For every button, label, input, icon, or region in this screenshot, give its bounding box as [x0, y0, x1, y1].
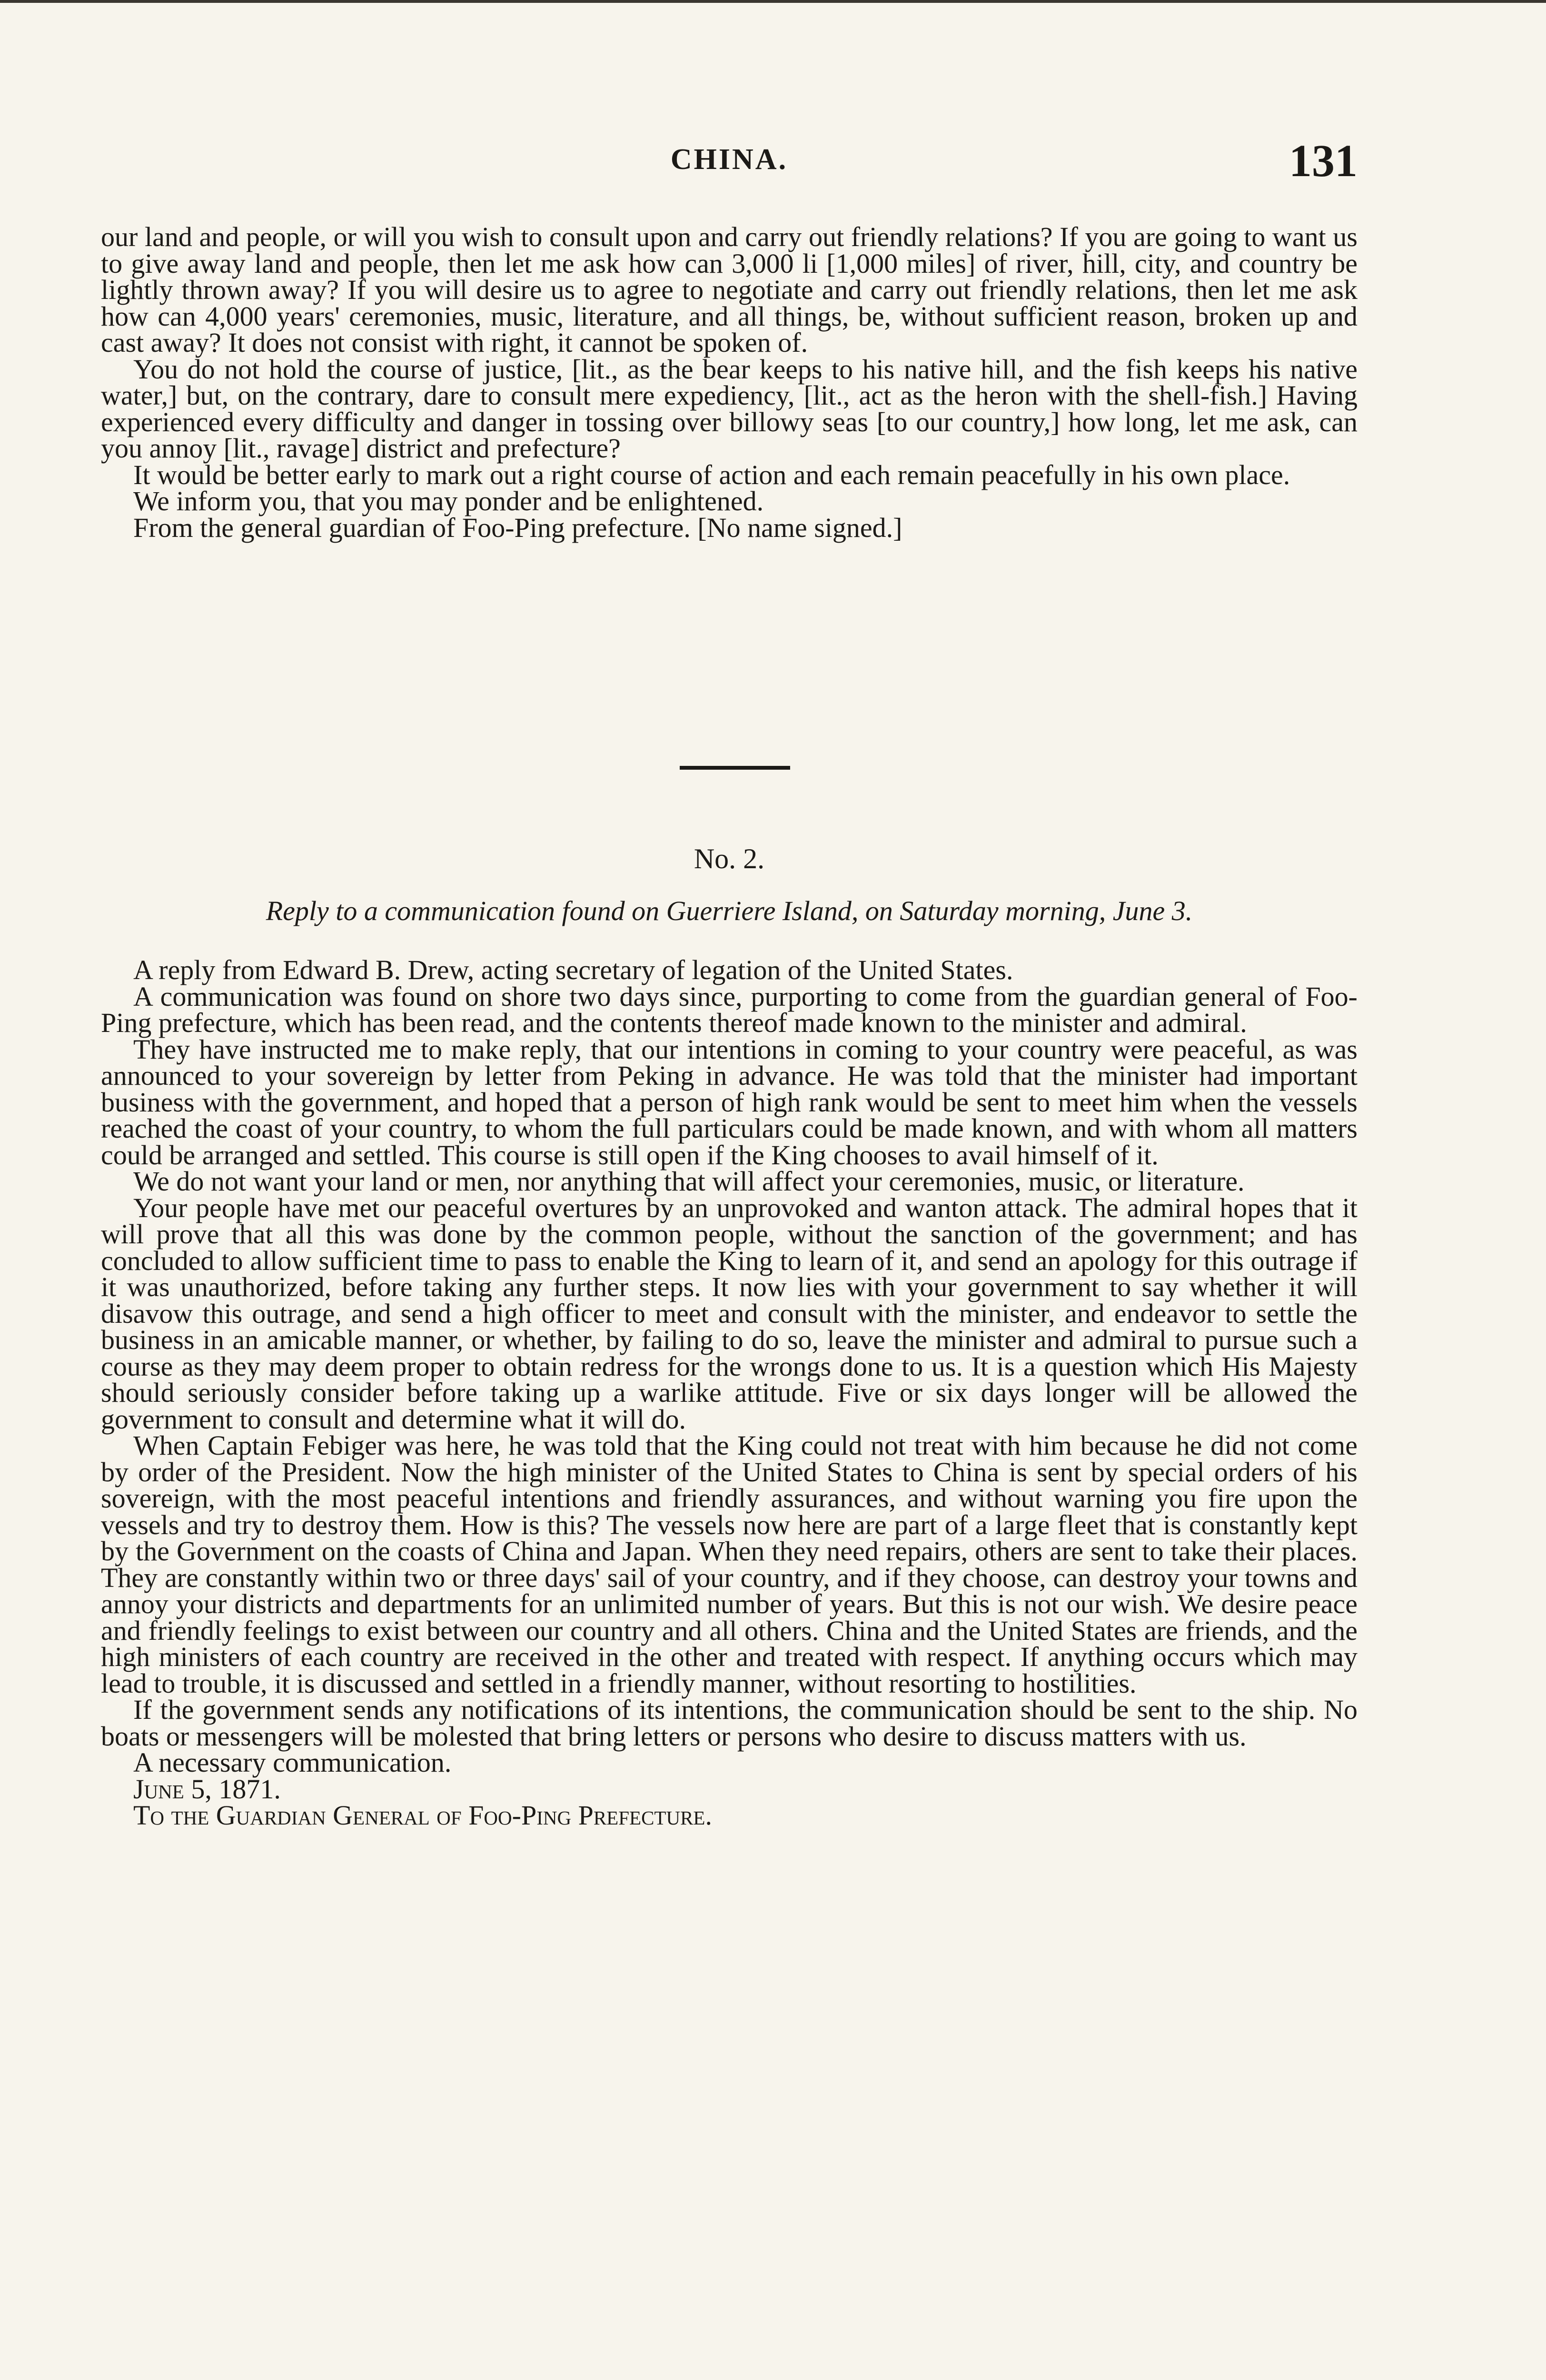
first-letter-text	[101, 221, 1358, 543]
paragraph: We do not want your land or men, nor anything that will affect your ceremonies, music, or literature.	[133, 1166, 1245, 1197]
paragraph: our land and people, or will you wish to consult upon and carry out friendly relations? If you are going to want us to give away land and people, then let me ask how can 3,000 li [1,000 miles] of river, hill, city, and country be lightly thrown away? If you will desire us to agree to negotiate and carry out friendly relations, then let me ask how can 4,000 years' ceremonies, music, literature, and all things, be, without sufficient reason, broken up and cast away? It does not consist with right, it cannot be spoken of.	[101, 221, 1358, 358]
closing-note: A necessary communication.	[133, 1747, 452, 1778]
closing-addressee: To the Guardian General of Foo-Ping Prefecture.	[133, 1800, 712, 1831]
paragraph: A communication was found on shore two days since, purporting to come from the guardian general of Foo-Ping prefecture, which has been read, and the contents thereof made known to the minister and admiral.	[101, 981, 1358, 1038]
document-number: No. 2.	[694, 843, 765, 874]
paragraph: Your people have met our peaceful overtures by an unprovoked and wanton attack. The admiral hopes that it will prove that all this was done by the common people, without the sanction of the government; and has concluded to allow sufficient time to pass to enable the King to learn of it, and send an apology for this outrage if it was unauthorized, before taking any further steps. It now lies with your government to say whether it will disavow this outrage, and send a high officer to meet and consult with the minister, and endeavor to settle the business in an amicable manner, or whether, by failing to do so, leave the minister and admiral to pursue such a course as they may deem proper to obtain redress for the wrongs done to us. It is a question which His Majesty should seriously consider before taking up a warlike attitude. Five or six days longer will be allowed the government to consult and determine what it will do.	[101, 1192, 1358, 1435]
reply-letter-text	[101, 954, 1358, 1831]
paragraph: When Captain Febiger was here, he was told that the King could not treat with him because he did not come by order of the President. Now the high minister of the United States to China is sent by special orders of his sovereign, with the most peaceful intentions and friendly assurances, and without warning you fire upon the vessels and try to destroy them. How is this? The vessels now here are part of a large fleet that is constantly kept by the Government on the coasts of China and Japan. When they need repairs, others are sent to take their places. They are constantly within two or three days' sail of your country, and if they choose, can destroy your towns and annoy your districts and departments for an unlimited number of years. But this is not our wish. We desire peace and friendly feelings to exist between our country and all others. China and the United States are friends, and the high ministers of each country are received in the other and treated with respect. If anything occurs which may lead to trouble, it is discussed and settled in a friendly manner, without resorting to hostilities.	[101, 1430, 1358, 1699]
paragraph: You do not hold the course of justice, [lit., as the bear keeps to his native hill, and the fish keeps his native water,] but, on the contrary, dare to consult mere expediency, [lit., act as the heron with the shell-fish.] Having experienced every difficulty and danger in tossing over billowy seas [to our country,] how long, let me ask, can you annoy [lit., ravage] district and prefecture?	[101, 353, 1358, 464]
paragraph: It would be better early to mark out a right course of action and each remain peacefully in his own place.	[133, 459, 1290, 490]
section-divider	[680, 766, 790, 770]
letter-closing	[101, 1749, 1358, 1829]
paragraph: We inform you, that you may ponder and be enlightened.	[133, 486, 764, 516]
paragraph: If the government sends any notifications of its intentions, the communication should be sent to the ship. No boats or messengers will be molested that bring letters or persons who desire to discuss matters with us.	[101, 1694, 1358, 1752]
paragraph: A reply from Edward B. Drew, acting secretary of legation of the United States.	[133, 954, 1013, 985]
page-number: 131	[1289, 135, 1358, 186]
top-edge-rule	[0, 0, 1546, 3]
running-title: CHINA.	[670, 143, 788, 176]
paragraph: They have instructed me to make reply, that our intentions in coming to your country were peaceful, as was announced to your sovereign by letter from Peking in advance. He was told that the minister had important business with the government, and hoped that a person of high rank would be sent to meet him when the vessels reached the coast of your country, to whom the full particulars could be made known, and with whom all matters could be arranged and settled. This course is still open if the King chooses to avail himself of it.	[101, 1033, 1358, 1170]
document-caption: Reply to a communication found on Guerriere Island, on Saturday morning, June 3.	[266, 895, 1193, 926]
running-head	[101, 134, 1358, 187]
signature-line: From the general guardian of Foo-Ping prefecture. [No name signed.]	[133, 512, 902, 543]
closing-date: June 5, 1871.	[133, 1773, 281, 1805]
